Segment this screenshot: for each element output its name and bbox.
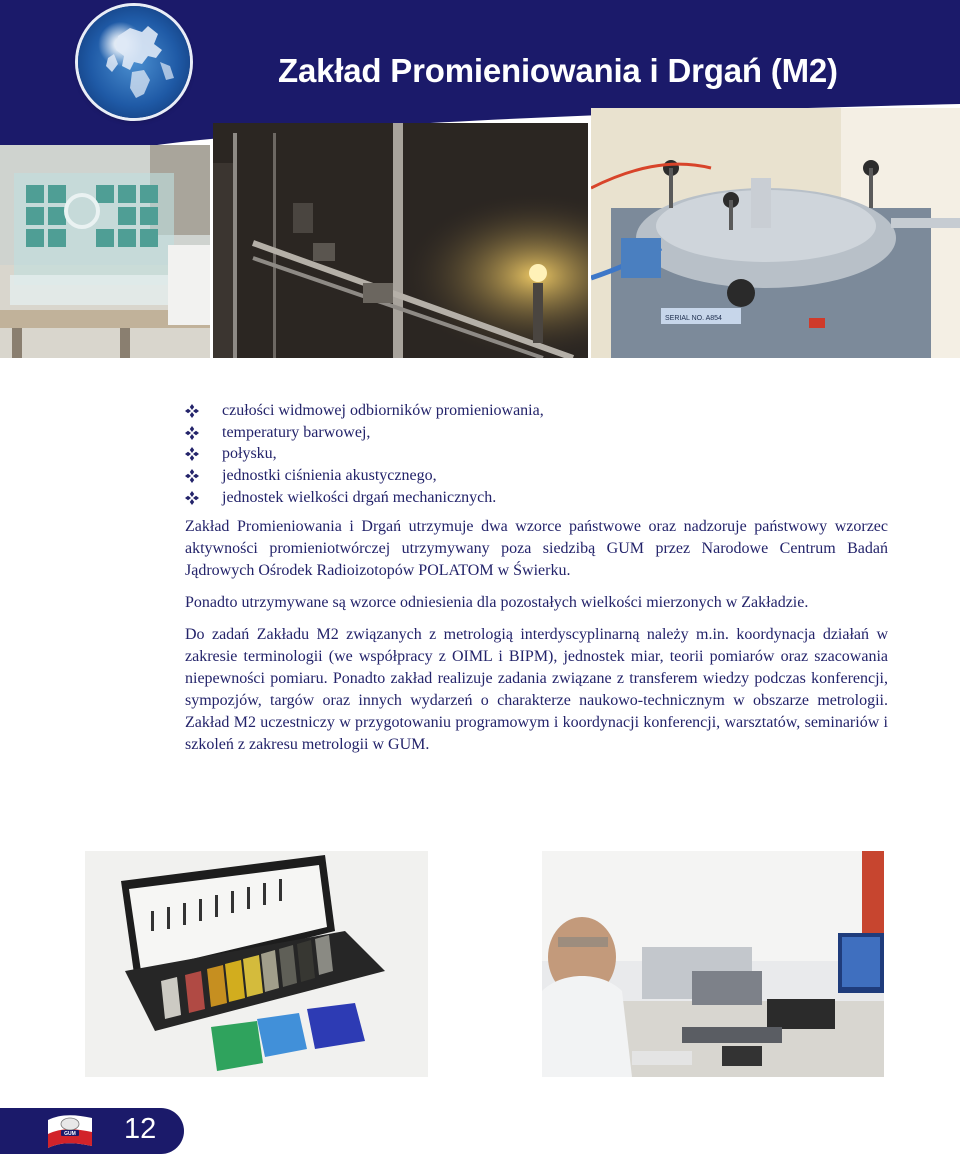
paragraph-interdisciplinary-tasks [185,624,888,756]
vibration-calibration-table-image [591,108,960,358]
serial-plate-label: SERIAL NO. A854 [665,315,722,322]
globe-europe-icon [78,6,190,118]
list-item-text: czułości widmowej odbiorników promieniowania, [222,402,544,419]
paragraph-text: Do zadań Zakładu M2 związanych z metrologią interdyscyplinarną należy m.in. koordynacja działań w zakresie terminologii (we współpracy z OIML i BIPM), jednostek miar, teorii pomiarów oraz szacowania niepewności pomiaru. Ponadto zakład realizuje zadania związane z transferem wiedzy podczas konferencji, sympozjów, targów oraz innych wydarzeń o charakterze naukowo-technicznym w obszarze metrologii. Zakład M2 uczestniczy w przygotowaniu programowym i koordynacji konferencji, warsztatów, seminariów i szkoleń z zakresu metrologii w GUM. [185,626,888,753]
color-filter-set-box-image [85,851,428,1077]
list-item [185,443,544,465]
laboratory-workstation-image [542,851,884,1077]
list-item [185,465,544,487]
list-item-text: połysku, [222,445,277,463]
four-diamond-bullet-icon [185,491,199,505]
paragraph-national-standards [185,516,888,582]
list-item-text: jednostki ciśnienia akustycznego, [222,467,437,485]
list-item-text: jednostek wielkości drgań mechanicznych. [222,488,497,506]
page-title: Zakład Promieniowania i Drgań (M2) [278,52,838,89]
paragraph-text: Ponadto utrzymywane są wzorce odniesienia dla pozostałych wielkości mierzonych w Zakładzie. [185,594,809,611]
four-diamond-bullet-icon [185,447,199,461]
four-diamond-bullet-icon [185,469,199,483]
gum-logo-text: GUM [64,1131,76,1137]
list-item [185,422,544,444]
four-diamond-bullet-icon [185,404,199,418]
page-number: 12 [124,1113,157,1145]
list-item [185,487,544,509]
paragraph-text: Zakład Promieniowania i Drgań utrzymuje dwa wzorce państwowe oraz nadzoruje państwowy wzorzec aktywności promieniotwórczej utrzymywany poza siedzibą GUM przez Narodowe Centrum Badań Jądrowych Ośrodek Radioizotopów POLATOM w Świerku. [185,518,888,579]
list-item [185,400,544,422]
measurement-quantities-list [185,400,544,509]
four-diamond-bullet-icon [185,426,199,440]
gum-flag-logo-icon [46,1112,94,1152]
paragraph-reference-standards [185,592,888,614]
optical-bench-with-lamp-image [213,123,588,358]
list-item-text: temperatury barwowej, [222,423,371,441]
water-tank-with-tiles-image [0,145,210,358]
